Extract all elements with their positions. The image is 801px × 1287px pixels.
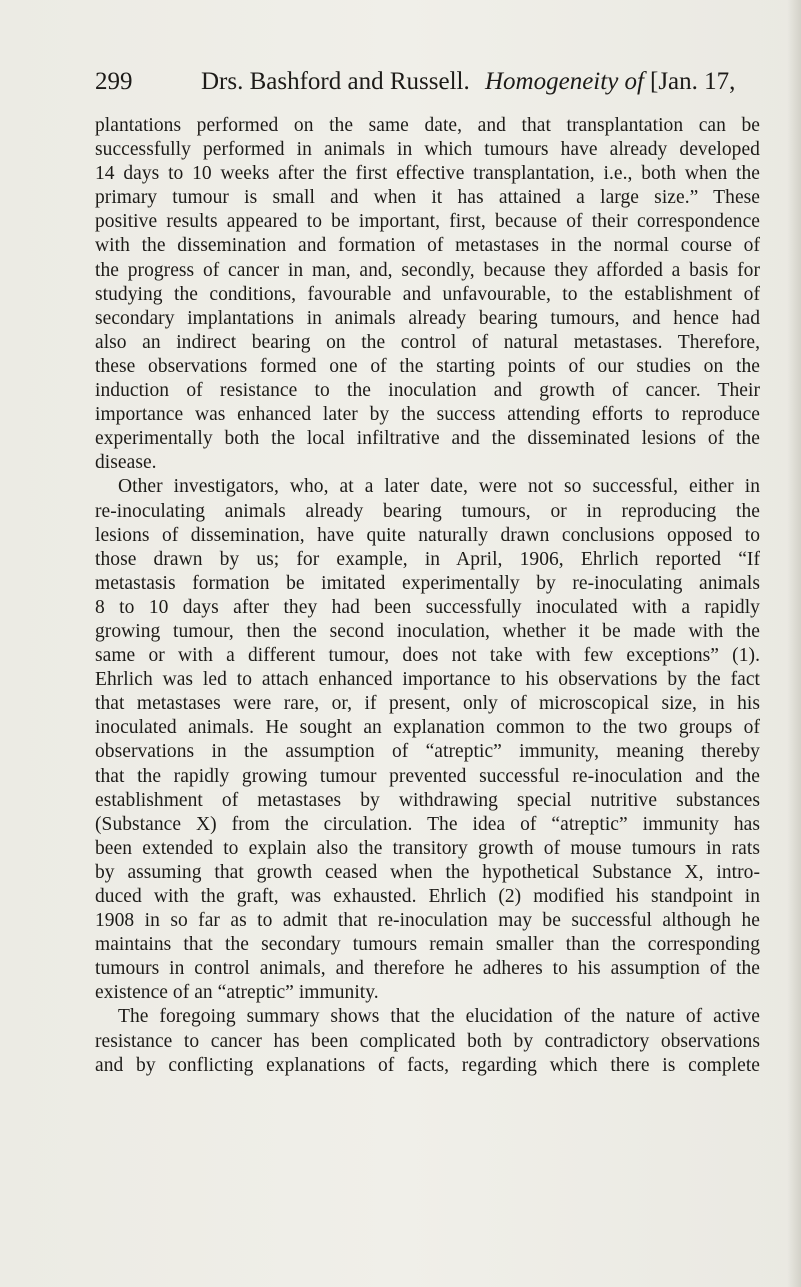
text-line: resistance to cancer has been complicated both by contradictory observations xyxy=(95,1030,760,1052)
running-head-date: [Jan. 17, xyxy=(650,68,736,95)
text-line: those drawn by us; for example, in April, 1906, Ehrlich reported “If xyxy=(95,548,760,570)
text-line: experimentally both the local infiltrative and the disseminated lesions of the xyxy=(95,428,760,450)
text-line: inoculated animals. He sought an explanation common to the two groups of xyxy=(95,717,760,739)
text-line: (Substance X) from the circulation. The idea of “atreptic” immunity has xyxy=(95,813,760,835)
text-line: re-inoculating animals already bearing tumours, or in reproducing the xyxy=(95,500,760,522)
text-line: also an indirect bearing on the control of natural metastases. Therefore, xyxy=(95,331,760,353)
text-line: studying the conditions, favourable and unfavourable, to the establishment of xyxy=(95,283,760,305)
text-line: positive results appeared to be important, first, because of their correspondence xyxy=(95,211,760,233)
text-line: Ehrlich was led to attach enhanced importance to his observations by the fact xyxy=(95,669,760,691)
text-line: primary tumour is small and when it has attained a large size.” These xyxy=(95,187,760,209)
text-line: by assuming that growth ceased when the hypothetical Substance X, intro- xyxy=(95,861,760,883)
text-line: duced with the graft, was exhausted. Ehrlich (2) modified his standpoint in xyxy=(95,886,760,907)
text-line: induction of resistance to the inoculation and growth of cancer. Their xyxy=(95,380,760,402)
page-number: 299 xyxy=(95,68,133,95)
text-line: The foregoing summary shows that the elucidation of the nature of active xyxy=(118,1006,760,1028)
text-line: these observations formed one of the starting points of our studies on the xyxy=(95,355,760,377)
text-line: metastasis formation be imitated experimentally by re-inoculating animals xyxy=(95,572,760,594)
text-line: importance was enhanced later by the success attending efforts to reproduce xyxy=(95,404,760,426)
body-text xyxy=(95,114,760,1078)
running-head xyxy=(95,68,755,108)
running-head-authors: Drs. Bashford and Russell. xyxy=(201,68,470,95)
text-line: that the rapidly growing tumour prevented successful re-inoculation and the xyxy=(95,765,760,787)
text-line: lesions of dissemination, have quite naturally drawn conclusions opposed to xyxy=(95,524,760,546)
text-line: Other investigators, who, at a later date, were not so successful, either in xyxy=(118,476,760,498)
text-line: successfully performed in animals in which tumours have already developed xyxy=(95,139,760,161)
text-line: maintains that the secondary tumours remain smaller than the corresponding xyxy=(95,934,760,956)
text-line: establishment of metastases by withdrawing special nutritive substances xyxy=(95,789,760,811)
text-line: disease. xyxy=(95,452,157,474)
page-edge-shadow xyxy=(787,0,801,1287)
text-line: observations in the assumption of “atreptic” immunity, meaning thereby xyxy=(95,741,760,763)
text-line: 1908 in so far as to admit that re-inoculation may be successful although he xyxy=(95,910,760,932)
text-line: plantations performed on the same date, and that transplantation can be xyxy=(95,115,760,136)
text-line: growing tumour, then the second inoculation, whether it be made with the xyxy=(95,620,760,642)
text-line: tumours in control animals, and therefore he adheres to his assumption of the xyxy=(95,958,760,980)
text-line: existence of an “atreptic” immunity. xyxy=(95,982,379,1004)
text-line: 8 to 10 days after they had been successfully inoculated with a rapidly xyxy=(95,596,760,618)
text-line: same or with a different tumour, does not take with few exceptions” (1). xyxy=(95,645,760,667)
text-line: 14 days to 10 weeks after the first effective transplantation, i.e., both when the xyxy=(95,163,760,185)
text-line: and by conflicting explanations of facts, regarding which there is complete xyxy=(95,1054,760,1076)
text-line: been extended to explain also the transitory growth of mouse tumours in rats xyxy=(95,837,760,859)
text-line: with the dissemination and formation of metastases in the normal course of xyxy=(95,235,760,257)
text-line: secondary implantations in animals already bearing tumours, and hence had xyxy=(95,307,760,329)
text-line: the progress of cancer in man, and, secondly, because they afforded a basis for xyxy=(95,259,760,281)
running-head-title: Homogeneity of xyxy=(485,68,644,95)
text-line: that metastases were rare, or, if present, only of microscopical size, in his xyxy=(95,693,760,715)
